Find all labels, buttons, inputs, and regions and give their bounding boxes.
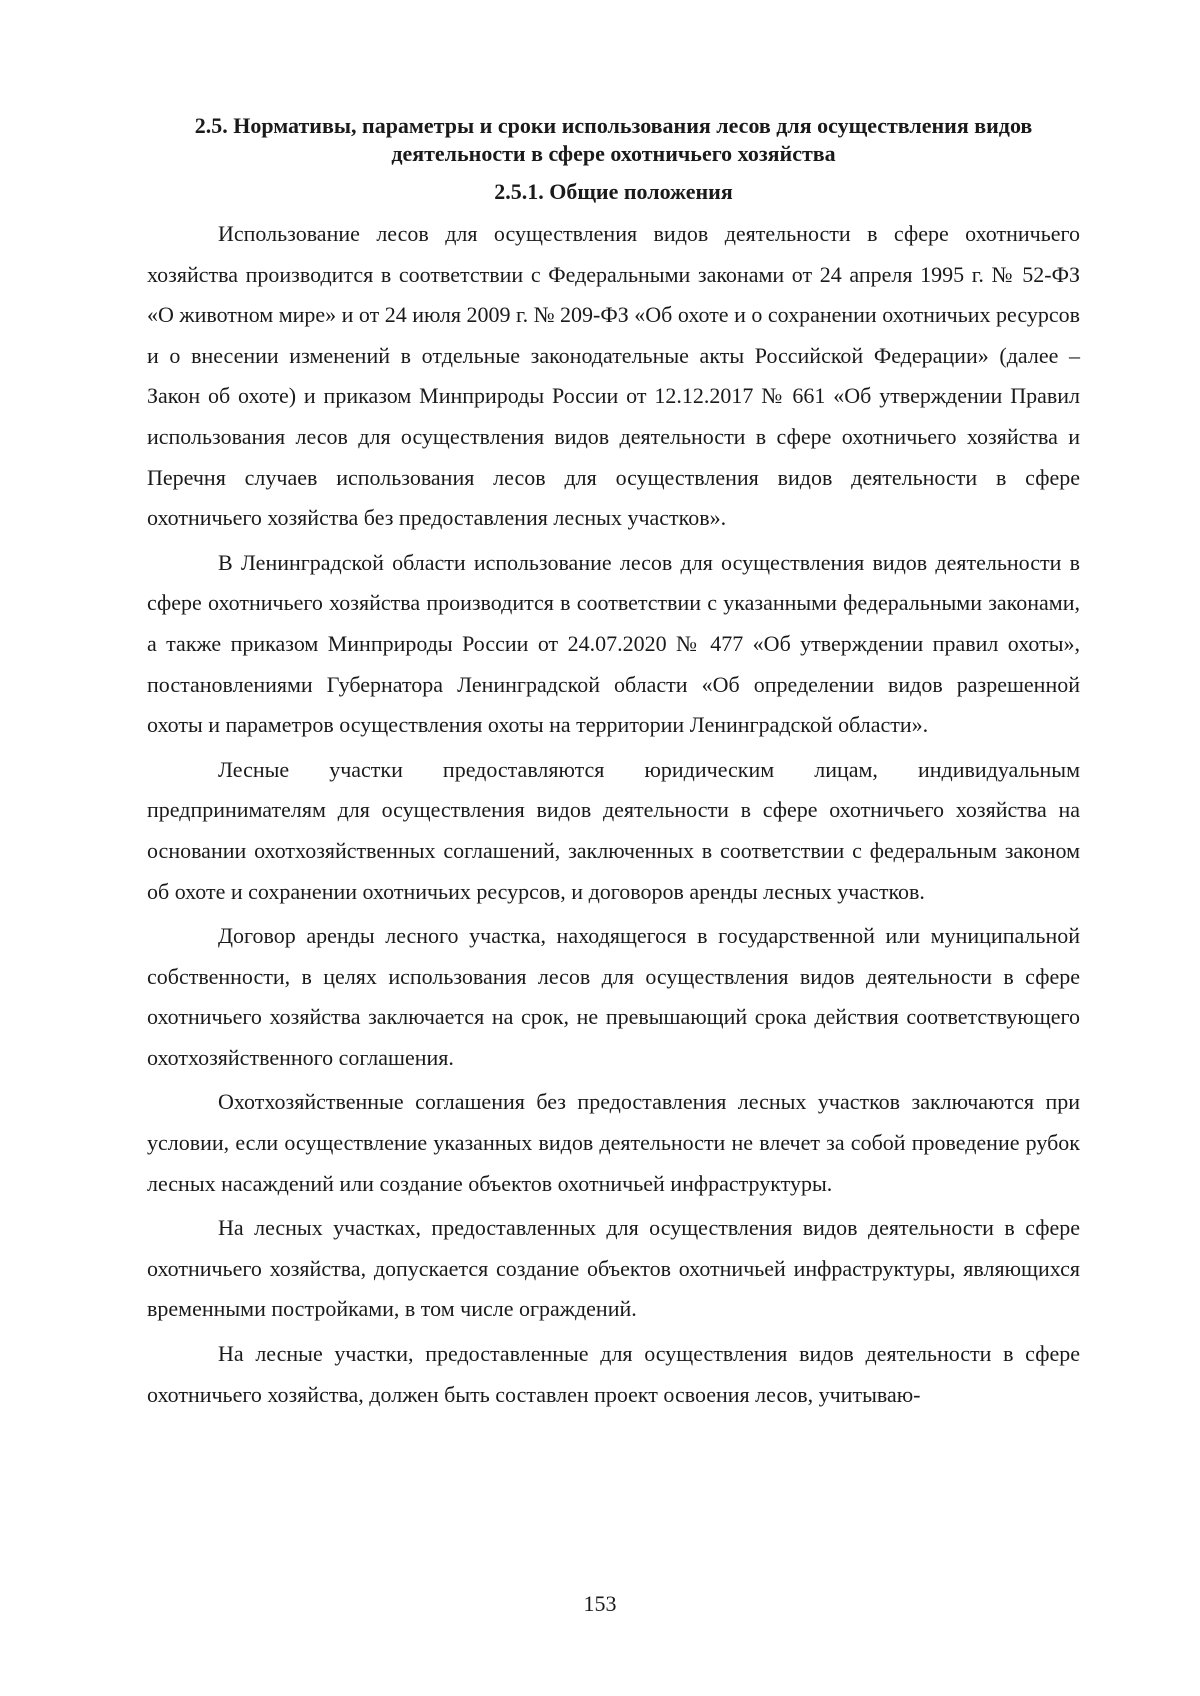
paragraph: Охотхозяйственные соглашения без предоставления лесных участков заключаются при условии, если осуществление указанных видов деятельности не влечет за собой проведение рубок лесных насаждений или создание объектов охотничьей инфраструктуры. [147, 1089, 1080, 1196]
paragraph: На лесные участки, предоставленные для осуществления видов деятельности в сфере охотничьего хозяйства, должен быть составлен проект освоения лесов, учитываю- [147, 1341, 1080, 1407]
section-heading: 2.5. Нормативы, параметры и сроки использования лесов для осуществления видов деятельности в сфере охотничьего хозяйства [194, 113, 1033, 166]
page-number: 153 [583, 1591, 617, 1616]
paragraph: В Ленинградской области использование лесов для осуществления видов деятельности в сфере охотничьего хозяйства производится в соответствии с указанными федеральными законами, а также приказом Минприроды России от 24.07.2020 № 477 «Об утверждении правил охоты», постановлениями Губернатора Ленинградской области «Об определении видов разрешенной охоты и параметров осуществления охоты на территории Ленинградской области». [147, 549, 1080, 738]
paragraph: На лесных участках, предоставленных для осуществления видов деятельности в сфере охотничьего хозяйства, допускается создание объектов охотничьей инфраструктуры, являющихся временными постройками, в том числе ограждений. [147, 1215, 1080, 1322]
paragraph: Лесные участки предоставляются юридическим лицам, индивидуальным предпринимателям для осуществления видов деятельности в сфере охотничьего хозяйства на основании охотхозяйственных соглашений, заключенных в соответствии с федеральным законом об охоте и сохранении охотничьих ресурсов, и договоров аренды лесных участков. [147, 756, 1080, 904]
subsection-heading: 2.5.1. Общие положения [494, 179, 733, 204]
paragraph: Использование лесов для осуществления видов деятельности в сфере охотничьего хозяйства производится в соответствии с Федеральными законами от 24 апреля 1995 г. № 52-ФЗ «О животном мире» и от 24 июля 2009 г. № 209-ФЗ «Об охоте и о сохранении охотничьих ресурсов и о внесении изменений в отдельные законодательные акты Российской Федерации» (далее – Закон об охоте) и приказом Минприроды России от 12.12.2017 № 661 «Об утверждении Правил использования лесов для осуществления видов деятельности в сфере охотничьего хозяйства и Перечня случаев использования лесов для осуществления видов деятельности в сфере охотничьего хозяйства без предоставления лесных участков». [147, 221, 1080, 531]
document-page [147, 112, 1080, 1419]
paragraph: Договор аренды лесного участка, находящегося в государственной или муниципальной собственности, в целях использования лесов для осуществления видов деятельности в сфере охотничьего хозяйства заключается на срок, не превышающий срока действия соответствующего охотхозяйственного соглашения. [147, 923, 1080, 1070]
body-text [147, 214, 1080, 1415]
